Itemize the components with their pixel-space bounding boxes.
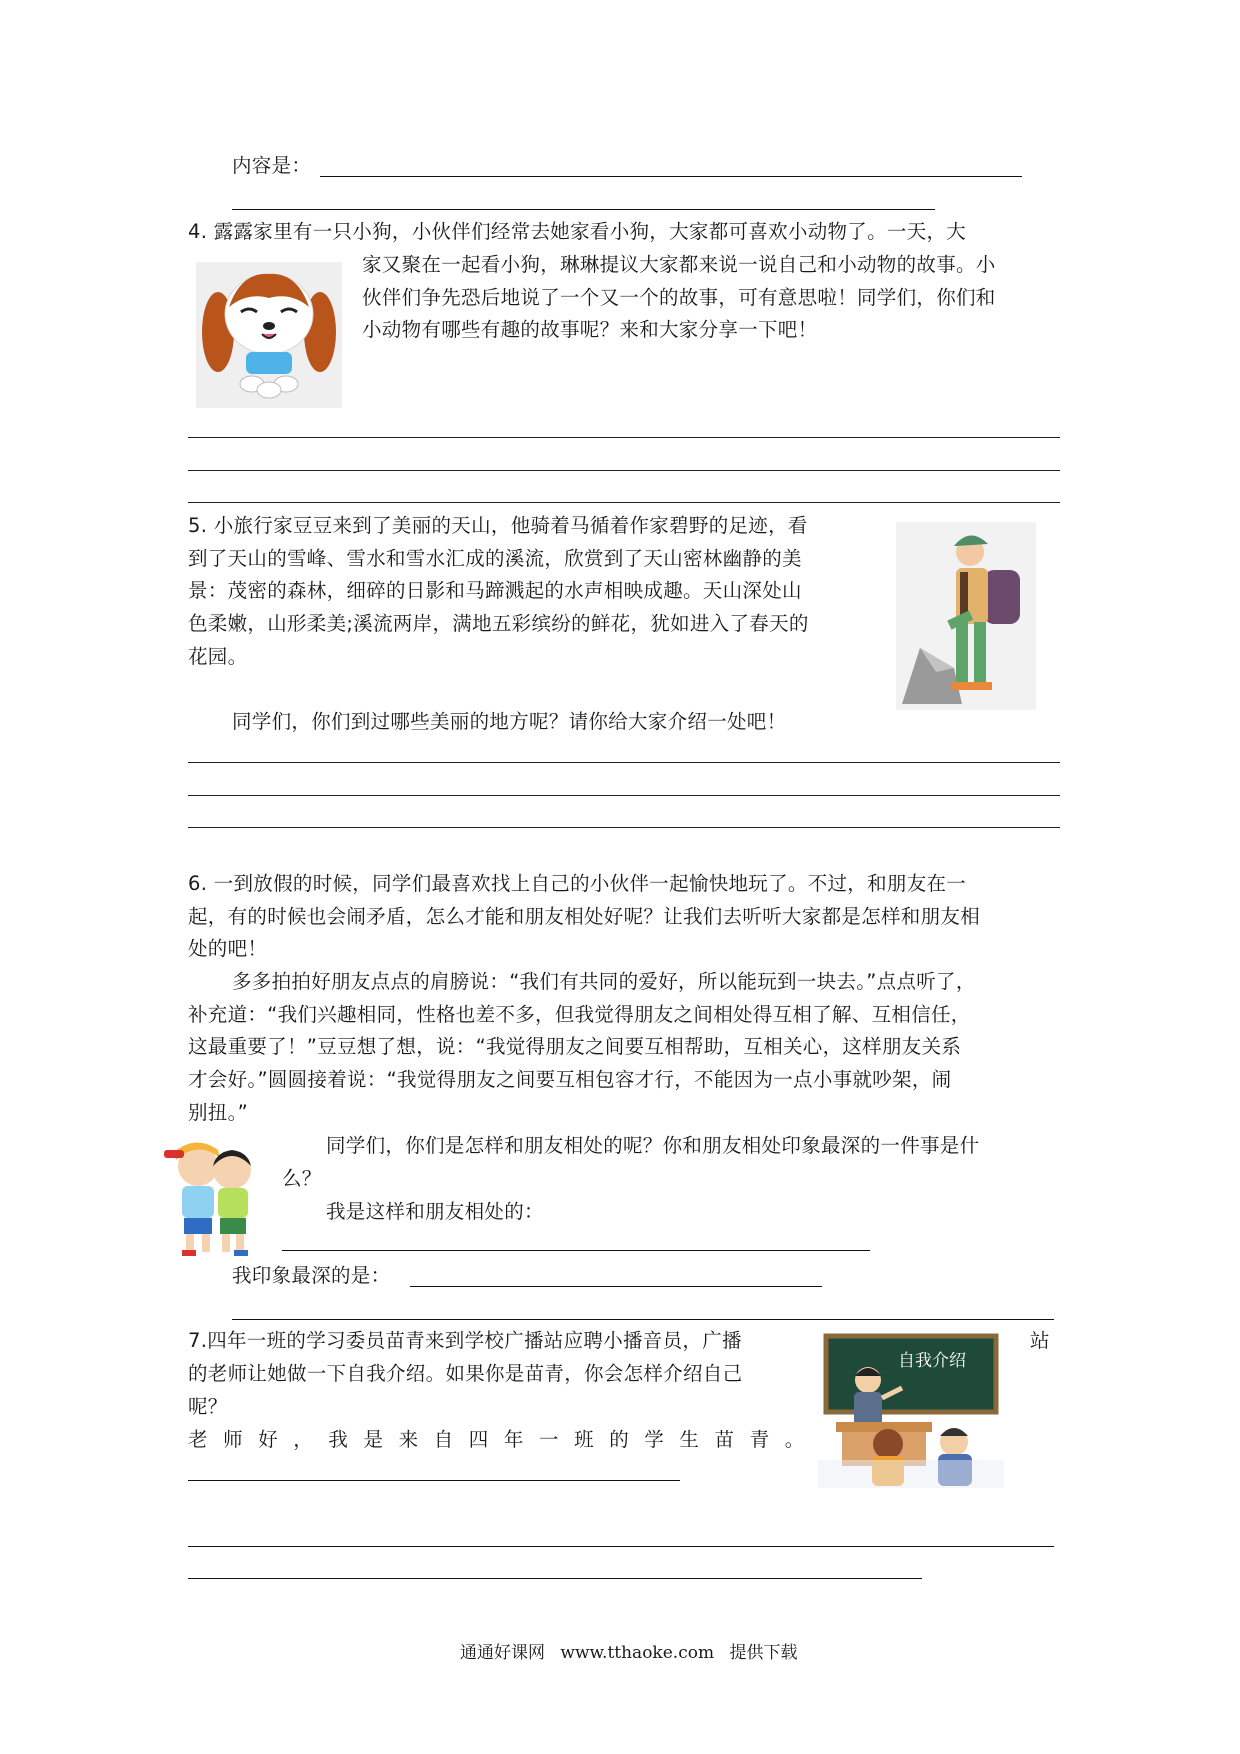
footer-suffix: 提供下载 [729,1643,798,1663]
answer-line [188,795,1060,796]
q6-question-line1: 同学们，你们是怎样和朋友相处的呢？你和朋友相处印象最深的一件事是什 [326,1134,980,1157]
content-label: 内容是： [232,154,312,177]
answer-underline [232,209,935,210]
q6-question-line2: 么？ [282,1167,322,1190]
answer-underline [188,1546,1054,1547]
q4-text: 家又聚在一起看小狗，琳琳提议大家都来说一说自己和小动物的故事。小 伙伴们争先恐后地说了一个又一个的故事，可有意思啦！同学们，你们和 小动物有哪些有趣的故事呢？来和大家分享一下吧！ [362,253,996,342]
classroom-illustration [816,1332,1006,1490]
answer-underline [188,1578,922,1579]
puppy-icon [196,262,342,408]
hiker-icon [896,522,1036,710]
two-friends-illustration [156,1140,268,1258]
q7-line1: 7.四年一班的学习委员苗青来到学校广播站应聘小播音员，广播 [188,1329,742,1352]
q5-prompt: 同学们，你们到过哪些美丽的地方呢？请你给大家介绍一处吧！ [232,710,787,733]
footer-site-name: 通通好课网 [460,1643,545,1663]
q6-intro: 6. 一到放假的时候，同学们最喜欢找上自己的小伙伴一起愉快地玩了。不过，和朋友在一 起，有的时候也会闹矛盾，怎么才能和朋友相处好呢？让我们去听听大家都是怎样和朋友相 处的吧！ [188,872,981,961]
answer-underline [410,1286,822,1287]
puppy-illustration [196,262,342,408]
answer-underline [232,1319,1054,1320]
hiker-illustration [896,522,1036,710]
friends-icon [156,1140,268,1258]
answer-underline [282,1250,870,1251]
q5-text: 5. 小旅行家豆豆来到了美丽的天山，他骑着马循着作家碧野的足迹，看 到了天山的雪峰、雪水和雪水汇成的溪流，欣赏到了天山密林幽静的美 景：茂密的森林，细碎的日影和马蹄溅起的水声相映成趣。天山深处山 色柔嫩，山形柔美;溪流两岸，满地五彩缤纷的鲜花，犹如进入了春天的 花园。 [188,514,809,668]
answer-underline [320,176,1022,177]
q6-answer-label1: 我是这样和朋友相处的： [326,1200,544,1223]
q7-line2: 的老师让她做一下自我介绍。如果你是苗青，你会怎样介绍自己 [188,1362,743,1385]
q6-answer-label2: 我印象最深的是： [232,1264,391,1287]
answer-line [188,762,1060,763]
q7-answer-start: 老师好，我是来自四年一班的学生苗青。 [188,1428,820,1451]
q7-line3: 呢？ [188,1395,228,1418]
answer-line [188,827,1060,828]
q6-dialogue: 多多拍拍好朋友点点的肩膀说：“我们有共同的爱好，所以能玩到一块去。”点点听了， 补充道：“我们兴趣相同，性格也差不多，但我觉得朋友之间相处得互相了解、互相信任， 这最重要了！”豆豆想了想，说：“我觉得朋友之间要互相帮助，互相关心，这样朋友关系 才会好。”圆圆接着说：“我觉得朋友之间要互相包容才行，不能因为一点小事就吵架，闹 别扭。” [188,970,976,1124]
blackboard-text: 自我介绍 [898,1351,966,1371]
answer-line [188,437,1060,438]
q4-first-line: 4. 露露家里有一只小狗，小伙伴们经常去她家看小狗，大家都可喜欢小动物了。一天，大 [188,220,967,243]
q7-line1-end: 站 [1030,1329,1050,1352]
footer-url[interactable]: www.tthaoke.com [560,1643,715,1663]
footer [460,1638,797,1663]
answer-underline [188,1480,680,1481]
answer-line [188,470,1060,471]
answer-line [188,502,1060,503]
